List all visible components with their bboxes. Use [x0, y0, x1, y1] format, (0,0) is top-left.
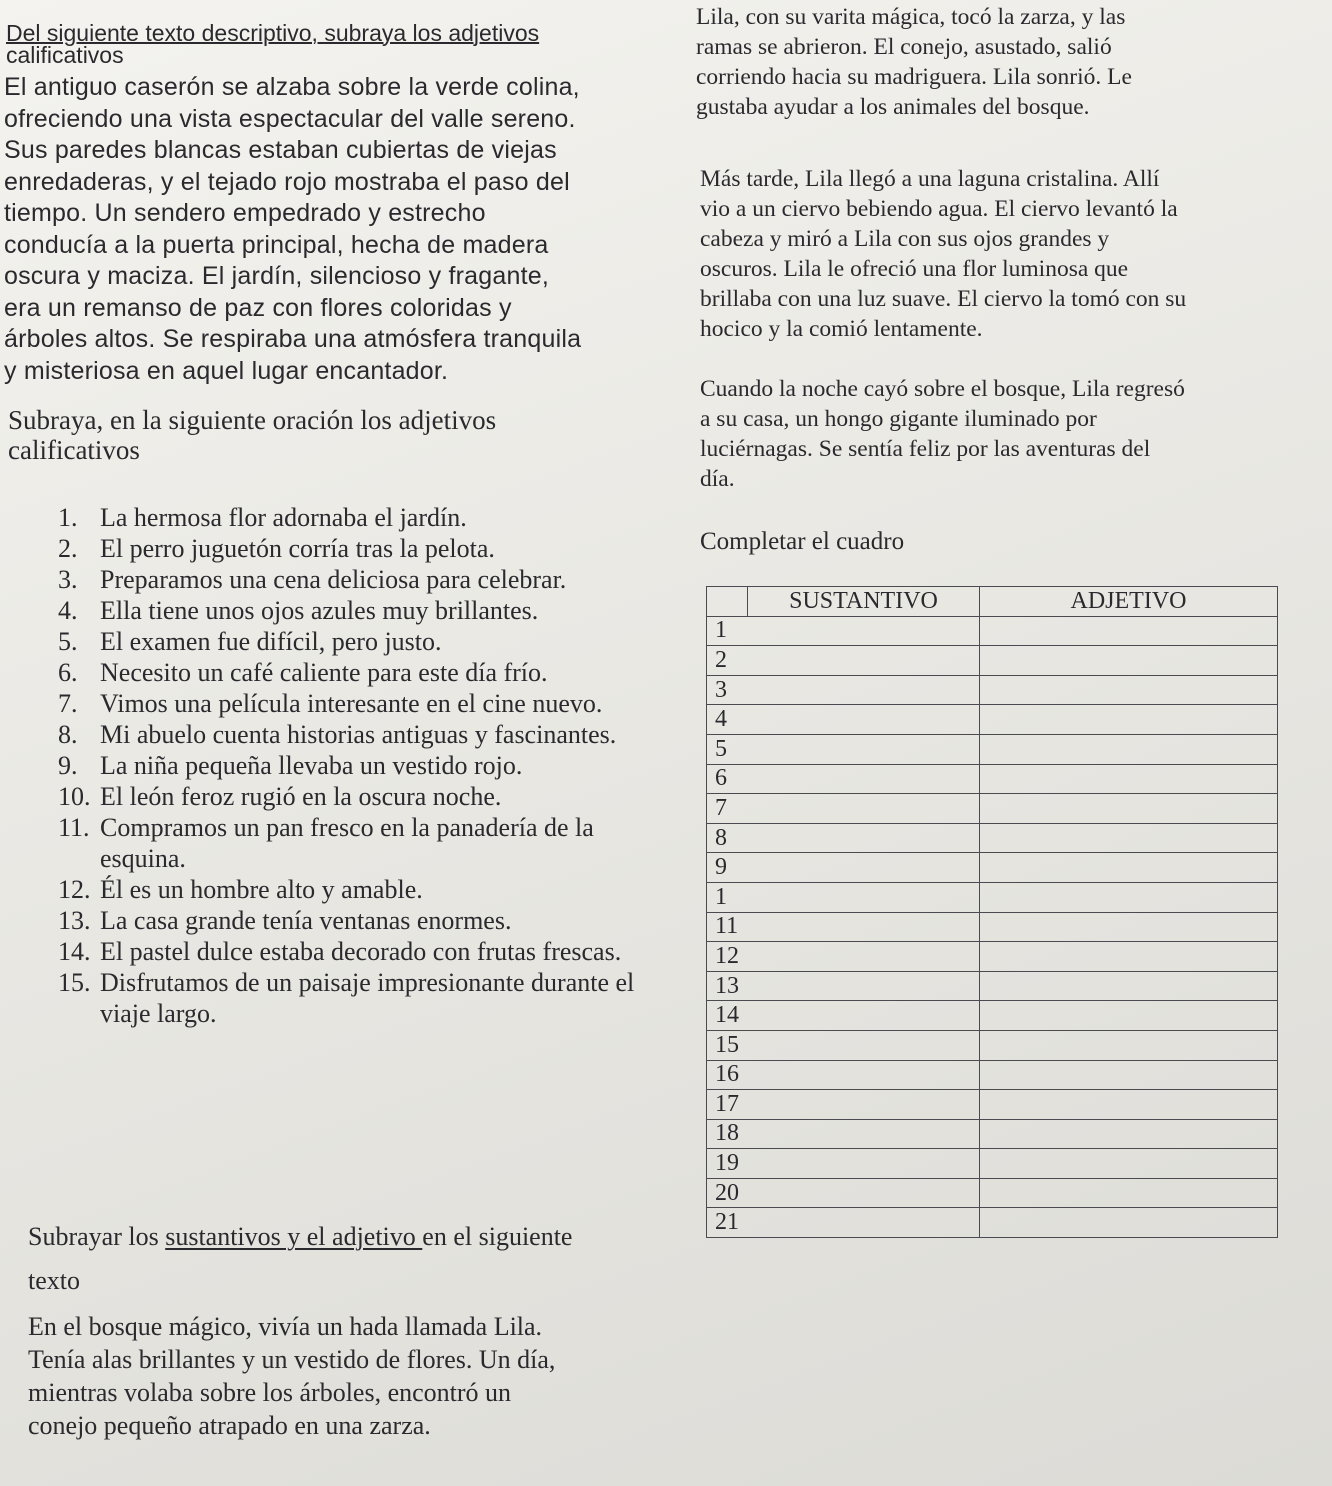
table-row: [707, 1060, 1278, 1090]
underlined-text: sustantivos y el adjetivo: [165, 1222, 423, 1251]
row-number: 17: [707, 1090, 748, 1120]
row-number: 5: [707, 734, 748, 764]
list-item: 7. Vimos una película interesante en el cine nuevo.: [58, 689, 603, 718]
sustantivo-cell[interactable]: [748, 794, 980, 824]
sustantivo-cell[interactable]: [748, 853, 980, 883]
list-item: 6. Necesito un café caliente para este día frío.: [58, 658, 548, 687]
descriptive-paragraph: [4, 72, 634, 387]
story-part-2: [696, 2, 1296, 122]
instruction-1-line-2: calificativos: [6, 42, 124, 68]
story-part-3: [700, 164, 1300, 344]
story-line: oscuros. Lila le ofreció una flor luminosa que: [700, 256, 1129, 282]
instruction-3-line-2: texto: [28, 1266, 80, 1295]
paragraph-line: árboles altos. Se respiraba una atmósfera tranquila: [4, 325, 582, 353]
list-item: 13. La casa grande tenía ventanas enormes.: [58, 906, 512, 935]
row-number: 9: [707, 853, 748, 883]
sustantivo-cell[interactable]: [748, 675, 980, 705]
table-row: [707, 1030, 1278, 1060]
adjetivo-cell[interactable]: [980, 1208, 1278, 1238]
row-number: 11: [707, 912, 748, 942]
story-line: Tenía alas brillantes y un vestido de flores. Un día,: [28, 1345, 556, 1374]
table-row: [707, 942, 1278, 972]
story-line: Cuando la noche cayó sobre el bosque, Lila regresó: [700, 376, 1185, 402]
table-row: [707, 882, 1278, 912]
sustantivo-cell[interactable]: [748, 1030, 980, 1060]
table-row: [707, 1178, 1278, 1208]
table-header-sustantivo: SUSTANTIVO: [748, 587, 980, 617]
adjetivo-cell[interactable]: [980, 764, 1278, 794]
paragraph-line: El antiguo caserón se alzaba sobre la verde colina,: [4, 73, 580, 101]
sustantivo-cell[interactable]: [748, 646, 980, 676]
list-item: 9. La niña pequeña llevaba un vestido rojo.: [58, 751, 523, 780]
adjetivo-cell[interactable]: [980, 1178, 1278, 1208]
row-number: 21: [707, 1208, 748, 1238]
adjetivo-cell[interactable]: [980, 882, 1278, 912]
story-line: conejo pequeño atrapado en una zarza.: [28, 1411, 431, 1440]
sustantivo-cell[interactable]: [748, 971, 980, 1001]
sustantivo-cell[interactable]: [748, 942, 980, 972]
adjetivo-cell[interactable]: [980, 705, 1278, 735]
instruction-2-line-1: Subraya, en la siguiente oración los adjetivos: [8, 405, 497, 435]
sustantivo-cell[interactable]: [748, 1119, 980, 1149]
adjetivo-cell[interactable]: [980, 675, 1278, 705]
row-number: 13: [707, 971, 748, 1001]
sustantivo-cell[interactable]: [748, 823, 980, 853]
story-line: Más tarde, Lila llegó a una laguna cristalina. Allí: [700, 166, 1160, 192]
table-row: [707, 1149, 1278, 1179]
instruction-3-line-1: Subrayar los sustantivos y el adjetivo en el siguiente: [28, 1222, 573, 1251]
row-number: 6: [707, 764, 748, 794]
adjetivo-cell[interactable]: [980, 853, 1278, 883]
adjetivo-cell[interactable]: [980, 616, 1278, 646]
table-row: [707, 646, 1278, 676]
sustantivo-cell[interactable]: [748, 1178, 980, 1208]
story-line: ramas se abrieron. El conejo, asustado, salió: [696, 34, 1112, 60]
instruction-1: [6, 22, 616, 66]
sustantivo-cell[interactable]: [748, 1090, 980, 1120]
row-number: 3: [707, 675, 748, 705]
table-row: [707, 1001, 1278, 1031]
sustantivo-cell[interactable]: [748, 1149, 980, 1179]
list-item: 2. El perro juguetón corría tras la pelota.: [58, 534, 495, 563]
paragraph-line: y misteriosa en aquel lugar encantador.: [4, 356, 449, 385]
adjetivo-cell[interactable]: [980, 794, 1278, 824]
list-item: 10. El león feroz rugió en la oscura noche.: [58, 782, 502, 811]
table-row: [707, 853, 1278, 883]
table-row: [707, 705, 1278, 735]
row-number: 12: [707, 942, 748, 972]
row-number: 19: [707, 1149, 748, 1179]
row-number: 1: [707, 882, 748, 912]
story-line: mientras volaba sobre los árboles, encontró un: [28, 1378, 512, 1407]
story-line: vio a un ciervo bebiendo agua. El ciervo levantó la: [700, 196, 1178, 222]
paragraph-line: ofreciendo una vista espectacular del valle sereno.: [4, 104, 576, 133]
table-row: [707, 912, 1278, 942]
adjetivo-cell[interactable]: [980, 942, 1278, 972]
row-number: 20: [707, 1178, 748, 1208]
noun-adjective-table: [706, 586, 1278, 1238]
row-number: 15: [707, 1030, 748, 1060]
table-row: [707, 616, 1278, 646]
paragraph-line: Sus paredes blancas estaban cubiertas de viejas: [4, 136, 557, 164]
paragraph-line: era un remanso de paz con flores coloridas y: [4, 293, 512, 322]
table-row: [707, 1119, 1278, 1149]
list-item: 14. El pastel dulce estaba decorado con frutas frescas.: [58, 937, 622, 966]
list-item: 5. El examen fue difícil, pero justo.: [58, 627, 442, 656]
story-line: En el bosque mágico, vivía un hada llamada Lila.: [28, 1312, 543, 1341]
story-line: corriendo hacia su madriguera. Lila sonrió. Le: [696, 64, 1132, 90]
paragraph-line: tiempo. Un sendero empedrado y estrecho: [4, 199, 486, 227]
table-row: [707, 1208, 1278, 1238]
adjetivo-cell[interactable]: [980, 1090, 1278, 1120]
story-part-4: [700, 374, 1300, 494]
paragraph-line: conducía a la puerta principal, hecha de madera: [4, 230, 549, 259]
list-item: 1. La hermosa flor adornaba el jardín.: [58, 503, 467, 532]
table-header-row: [707, 587, 1278, 617]
table-row: [707, 675, 1278, 705]
story-line: luciérnagas. Se sentía feliz por las aventuras del: [700, 436, 1151, 462]
paragraph-line: enredaderas, y el tejado rojo mostraba el paso del: [4, 167, 570, 196]
row-number: 2: [707, 646, 748, 676]
instruction-2: [8, 405, 648, 465]
adjetivo-cell[interactable]: [980, 646, 1278, 676]
sustantivo-cell[interactable]: [748, 882, 980, 912]
sustantivo-cell[interactable]: [748, 616, 980, 646]
row-number: 7: [707, 794, 748, 824]
list-item: 11. Compramos un pan fresco en la panadería de la esquina.: [58, 813, 594, 873]
table-row: [707, 1090, 1278, 1120]
instruction-1-line-1: Del siguiente texto descriptivo, subraya los adjetivos: [6, 20, 540, 46]
story-line: gustaba ayudar a los animales del bosque.: [696, 94, 1090, 120]
row-number: 8: [707, 823, 748, 853]
story-line: a su casa, un hongo gigante iluminado por: [700, 406, 1097, 432]
list-item: 4. Ella tiene unos ojos azules muy brillantes.: [58, 596, 539, 625]
sentence-list: [58, 502, 658, 1029]
row-number: 16: [707, 1060, 748, 1090]
adjetivo-cell[interactable]: [980, 1030, 1278, 1060]
list-item: 15. Disfrutamos de un paisaje impresionante durante el viaje largo.: [58, 968, 635, 1028]
sustantivo-cell[interactable]: [748, 1208, 980, 1238]
instruction-2-line-2: calificativos: [8, 435, 140, 465]
table-header-adjetivo: ADJETIVO: [980, 587, 1278, 617]
row-number: 1: [707, 616, 748, 646]
row-number: 14: [707, 1001, 748, 1031]
adjetivo-cell[interactable]: [980, 1001, 1278, 1031]
table-header-number: [707, 587, 748, 617]
row-number: 4: [707, 705, 748, 735]
sustantivo-cell[interactable]: [748, 734, 980, 764]
story-line: cabeza y miró a Lila con sus ojos grandes y: [700, 226, 1110, 252]
adjetivo-cell[interactable]: [980, 823, 1278, 853]
table-row: [707, 764, 1278, 794]
adjetivo-cell[interactable]: [980, 1060, 1278, 1090]
list-item: 12. Él es un hombre alto y amable.: [58, 875, 423, 904]
adjetivo-cell[interactable]: [980, 971, 1278, 1001]
paragraph-line: oscura y maciza. El jardín, silencioso y fragante,: [4, 262, 549, 290]
table-row: [707, 734, 1278, 764]
list-item: 3. Preparamos una cena deliciosa para celebrar.: [58, 565, 567, 594]
adjetivo-cell[interactable]: [980, 1119, 1278, 1149]
table-row: [707, 794, 1278, 824]
table-row: [707, 823, 1278, 853]
story-line: brillaba con una luz suave. El ciervo la tomó con su: [700, 286, 1187, 312]
adjetivo-cell[interactable]: [980, 912, 1278, 942]
sustantivo-cell[interactable]: [748, 764, 980, 794]
sustantivo-cell[interactable]: [748, 912, 980, 942]
list-item: 8. Mi abuelo cuenta historias antiguas y fascinantes.: [58, 720, 617, 749]
row-number: 18: [707, 1119, 748, 1149]
story-line: hocico y la comió lentamente.: [700, 316, 983, 342]
sustantivo-cell[interactable]: [748, 1060, 980, 1090]
table-row: [707, 971, 1278, 1001]
sustantivo-cell[interactable]: [748, 1001, 980, 1031]
sustantivo-cell[interactable]: [748, 705, 980, 735]
adjetivo-cell[interactable]: [980, 1149, 1278, 1179]
story-line: Lila, con su varita mágica, tocó la zarza, y las: [696, 4, 1126, 30]
adjetivo-cell[interactable]: [980, 734, 1278, 764]
story-part-1: [28, 1310, 668, 1442]
table-title: Completar el cuadro: [700, 528, 905, 555]
instruction-3: [28, 1215, 668, 1303]
story-line: día.: [700, 466, 735, 492]
